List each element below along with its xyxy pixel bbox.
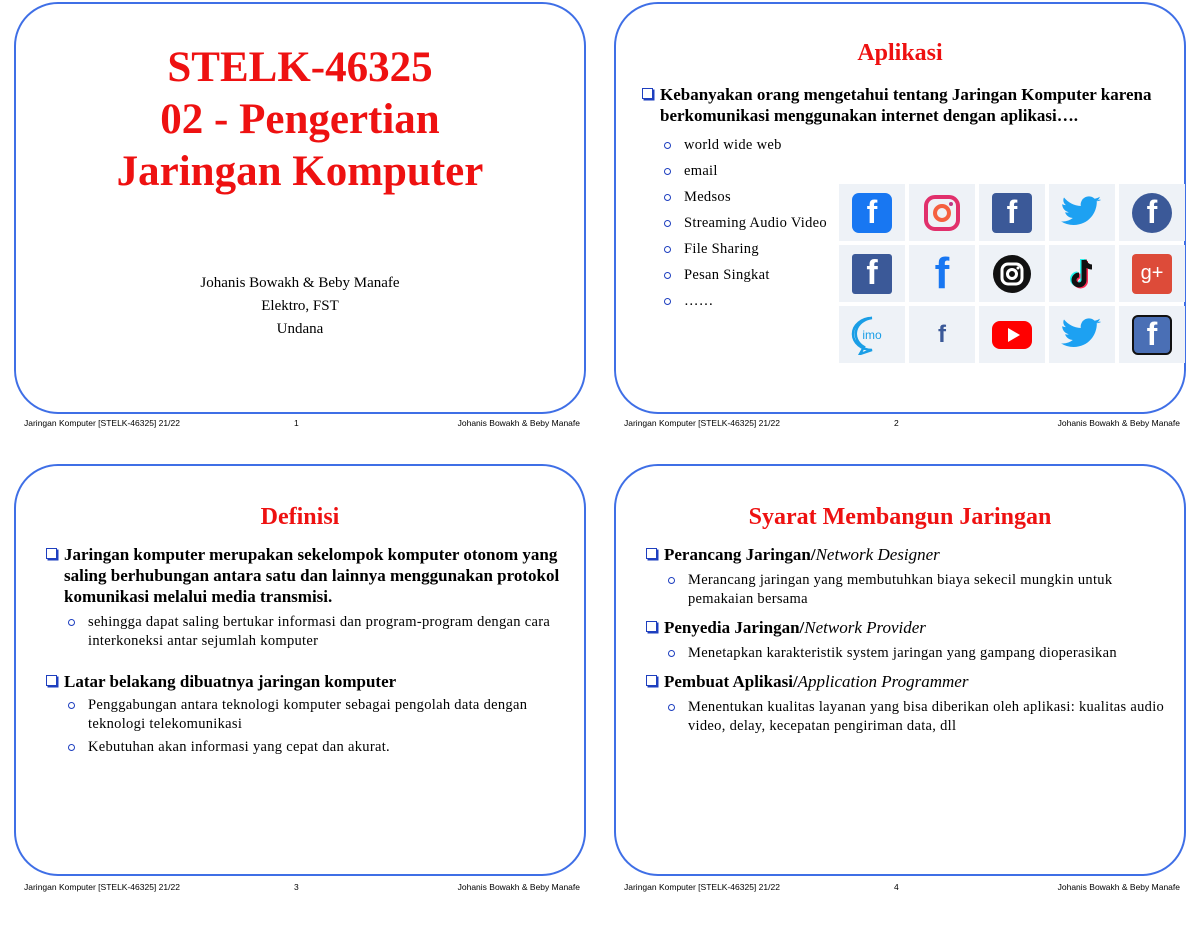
facebook-f-small-icon: f: [909, 306, 975, 363]
circle-bullet-icon: [664, 298, 671, 305]
slide-1-footer: [24, 418, 580, 432]
svg-text:imo: imo: [862, 327, 882, 342]
list-item: sehingga dapat saling bertukar informasi dan program-program dengan cara interkoneksi antar sejumlah komputer: [46, 613, 562, 651]
slide-1-authors: Johanis Bowakh & Beby Manafe Elektro, FST Undana: [200, 275, 400, 337]
bullet: Kebanyakan orang mengetahui tentang Jaringan Komputer karena berkomunikasi menggunakan internet dengan aplikasi….: [642, 84, 1166, 126]
slide-2-footer: [624, 418, 1180, 432]
list-item: File Sharing: [642, 236, 1166, 262]
slide-3: [14, 464, 586, 876]
checkbox-bullet-icon: [642, 88, 653, 99]
facebook-circle-icon: f: [1119, 184, 1185, 241]
slide-4-title: Syarat Membangun Jaringan: [748, 504, 1052, 530]
twitter-icon: [1049, 184, 1115, 241]
facebook-square-icon: f: [979, 184, 1045, 241]
list-item: Streaming Audio Video: [642, 210, 1166, 236]
footer-page-number: 4: [894, 882, 899, 892]
youtube-icon: [979, 306, 1045, 363]
list-item: email: [642, 158, 1166, 184]
slide-3-title: Definisi: [260, 504, 340, 530]
footer-page-number: 3: [294, 882, 299, 892]
circle-bullet-icon: [668, 577, 675, 584]
bullet: Perancang Jaringan/Network Designer: [646, 544, 1166, 565]
slide-2: [614, 2, 1186, 414]
facebook-f-icon: f: [909, 245, 975, 302]
checkbox-bullet-icon: [646, 621, 657, 632]
circle-bullet-icon: [664, 246, 671, 253]
bullet: Latar belakang dibuatnya jaringan komputer: [46, 671, 562, 692]
circle-bullet-icon: [68, 619, 75, 626]
checkbox-bullet-icon: [646, 548, 657, 559]
circle-bullet-icon: [664, 220, 671, 227]
footer-authors: Johanis Bowakh & Beby Manafe: [1057, 418, 1180, 428]
footer-authors: Johanis Bowakh & Beby Manafe: [457, 882, 580, 892]
social-icon-grid: [839, 184, 1185, 362]
facebook-square-icon: f: [839, 245, 905, 302]
footer-authors: Johanis Bowakh & Beby Manafe: [457, 418, 580, 428]
circle-bullet-icon: [664, 272, 671, 279]
slide-4-footer: [624, 882, 1180, 896]
imo-icon: [839, 306, 905, 363]
circle-bullet-icon: [664, 194, 671, 201]
instagram-black-icon: [979, 245, 1045, 302]
footer-page-number: 2: [894, 418, 899, 428]
circle-bullet-icon: [68, 702, 75, 709]
slide-3-content: [46, 544, 562, 757]
facebook-square-icon: f: [839, 184, 905, 241]
twitter-icon: [1049, 306, 1115, 363]
bullet: Pembuat Aplikasi/Application Programmer: [646, 671, 1166, 692]
checkbox-bullet-icon: [46, 675, 57, 686]
footer-page-number: 1: [294, 418, 299, 428]
list-item: ……: [642, 288, 1166, 314]
list-item: Menetapkan karakteristik system jaringan yang gampang dioperasikan: [646, 644, 1166, 663]
slide-3-footer: [24, 882, 580, 896]
list-item: Medsos: [642, 184, 1166, 210]
list-item: Penggabungan antara teknologi komputer sebagai pengolah data dengan teknologi telekomunikasi: [46, 696, 562, 734]
footer-course: Jaringan Komputer [STELK-46325] 21/22: [624, 418, 780, 428]
list-item: world wide web: [642, 132, 1166, 158]
list-item: Menentukan kualitas layanan yang bisa diberikan oleh aplikasi: kualitas audio video, delay, kecepatan pengiriman data, dll: [646, 698, 1166, 736]
footer-course: Jaringan Komputer [STELK-46325] 21/22: [24, 882, 180, 892]
checkbox-bullet-icon: [646, 675, 657, 686]
slide-4: [614, 464, 1186, 876]
circle-bullet-icon: [664, 142, 671, 149]
footer-authors: Johanis Bowakh & Beby Manafe: [1057, 882, 1180, 892]
bullet: Jaringan komputer merupakan sekelompok komputer otonom yang saling berhubungan antara satu dan lainnya menggunakan protokol komunikasi melalui media transmisi.: [46, 544, 562, 607]
circle-bullet-icon: [68, 744, 75, 751]
slide-1-title: STELK-46325 02 - Pengertian Jaringan Komputer: [116, 44, 484, 195]
circle-bullet-icon: [664, 168, 671, 175]
tiktok-icon: [1049, 245, 1115, 302]
slide-2-title: Aplikasi: [857, 40, 943, 66]
facebook-outline-icon: f: [1119, 306, 1185, 363]
slide-4-content: [646, 544, 1166, 736]
list-item: Pesan Singkat: [642, 262, 1166, 288]
circle-bullet-icon: [668, 650, 675, 657]
google-plus-icon: g+: [1119, 245, 1185, 302]
footer-course: Jaringan Komputer [STELK-46325] 21/22: [24, 418, 180, 428]
instagram-icon: [909, 184, 975, 241]
list-item: Merancang jaringan yang membutuhkan biaya sekecil mungkin untuk pemakaian bersama: [646, 571, 1166, 609]
bullet: Penyedia Jaringan/Network Provider: [646, 617, 1166, 638]
circle-bullet-icon: [668, 704, 675, 711]
checkbox-bullet-icon: [46, 548, 57, 559]
slide-1: [14, 2, 586, 414]
list-item: Kebutuhan akan informasi yang cepat dan akurat.: [46, 738, 562, 757]
footer-course: Jaringan Komputer [STELK-46325] 21/22: [624, 882, 780, 892]
